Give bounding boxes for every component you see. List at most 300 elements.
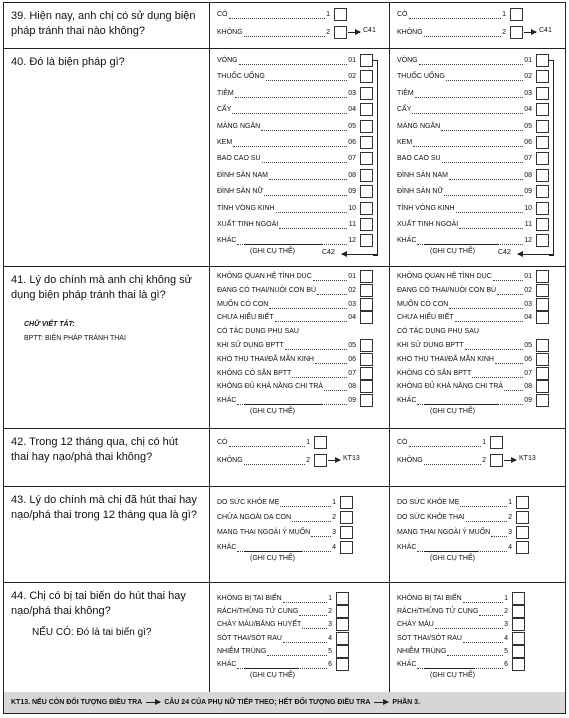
option-label: KHÔNG CÓ SẴN BPTT [217, 369, 292, 377]
option-code: 11 [524, 221, 532, 228]
answer-option [217, 326, 359, 338]
answer-checkbox[interactable] [536, 380, 549, 393]
answer-checkbox[interactable] [536, 70, 549, 83]
leader-dots [441, 130, 523, 131]
option-code: 04 [348, 106, 356, 114]
option-label: KHÁC [217, 544, 237, 551]
option-code: 1 [504, 595, 508, 602]
answer-option [397, 55, 535, 67]
bracket-line [373, 60, 378, 256]
answer-checkbox[interactable] [512, 592, 525, 605]
answer-option [217, 137, 359, 149]
answer-checkbox[interactable] [334, 8, 347, 21]
leader-dots [491, 536, 507, 537]
option-label: KHÔNG BỊ TAI BIẾN [397, 595, 462, 602]
answer-option [397, 542, 515, 554]
option-code: 07 [348, 155, 356, 163]
option-code: 08 [348, 383, 356, 391]
option-code: 08 [524, 383, 532, 391]
answer-checkbox[interactable] [536, 169, 549, 182]
question-text: 43. Lý do chính mà chị đã hút thai hay nạo/phá thai trong 12 tháng qua là gì? [11, 494, 197, 521]
answer-option [397, 354, 535, 366]
leader-dots [229, 18, 325, 19]
specify-label: (GHI CỤ THỂ) [250, 555, 295, 562]
option-label: RÁCH/THỦNG TỬ CUNG [397, 608, 479, 616]
answer-checkbox[interactable] [336, 618, 349, 631]
option-code: 1 [328, 595, 332, 602]
option-label: DO SỨC KHỎE MẸ [217, 499, 280, 506]
leader-dots [465, 349, 523, 350]
answer-option [217, 285, 359, 297]
option-code: 1 [306, 439, 310, 446]
option-code: 4 [328, 634, 332, 642]
answer-checkbox[interactable] [336, 592, 349, 605]
option-label: CHƯA HIỂU BIẾT [397, 314, 454, 322]
leader-dots [232, 113, 347, 114]
answer-column-2 [389, 267, 565, 428]
option-label: ĐÌNH SẢN NAM [397, 171, 448, 179]
leader-dots [267, 655, 327, 656]
answer-option [217, 646, 335, 658]
answer-option [397, 633, 511, 645]
option-label: CHẢY MÁU/BĂNG HUYẾT [217, 621, 302, 629]
option-label: ĐÌNH SẢN NỮ [397, 188, 444, 196]
answer-column-1 [209, 583, 389, 694]
answer-checkbox[interactable] [516, 496, 529, 509]
answer-option [397, 646, 511, 658]
answer-option [217, 312, 359, 324]
option-code: 2 [332, 514, 336, 521]
option-label: MANG THAI NGOÀI Ý MUỐN [397, 529, 491, 536]
answer-option [217, 455, 313, 467]
skip-target: KT13 [343, 455, 360, 462]
option-code: 06 [348, 355, 356, 363]
answer-column-2 [389, 583, 565, 694]
answer-option [397, 9, 509, 21]
leader-dots [324, 390, 347, 391]
leader-dots [472, 377, 523, 378]
answer-option [217, 104, 359, 116]
answer-checkbox[interactable] [536, 202, 549, 215]
answer-checkbox[interactable] [360, 202, 373, 215]
specify-label: (GHI CỤ THỂ) [430, 408, 475, 416]
question-subtext: NẾU CÓ: Đó là tai biến gì? [32, 627, 152, 638]
option-label: CÓ [397, 439, 408, 446]
answer-option [217, 340, 359, 352]
question-40 [4, 49, 565, 267]
answer-column-1 [209, 429, 389, 486]
leader-dots [447, 655, 503, 656]
option-code: 2 [328, 608, 332, 616]
answer-option [397, 497, 515, 509]
question-text: 44. Chị có bị tai biến do hút thai hay nạo/phá thai không? [11, 590, 186, 617]
answer-option [397, 326, 535, 338]
answer-option [217, 271, 359, 283]
option-label: KHÁC [397, 397, 417, 405]
option-label: KHÁC [397, 544, 417, 551]
option-label: KHÁC [397, 237, 417, 245]
specify-line[interactable] [424, 404, 498, 405]
leader-dots [415, 97, 523, 98]
answer-checkbox[interactable] [536, 234, 549, 247]
option-code: 4 [332, 544, 336, 551]
answer-checkbox[interactable] [360, 284, 373, 297]
option-label: MÀNG NGĂN [217, 122, 261, 130]
answer-checkbox[interactable] [360, 70, 373, 83]
answer-checkbox[interactable] [490, 454, 503, 467]
leader-dots [479, 615, 503, 616]
answer-option [217, 619, 335, 631]
option-code: 05 [524, 122, 532, 130]
answer-checkbox[interactable] [536, 136, 549, 149]
answer-column-1 [209, 267, 389, 428]
option-code: 09 [524, 188, 532, 196]
answer-checkbox[interactable] [360, 380, 373, 393]
option-code: 02 [524, 286, 532, 294]
specify-label: (GHI CỤ THỂ) [250, 248, 295, 256]
questionnaire-form [3, 2, 566, 714]
answer-checkbox[interactable] [536, 185, 549, 198]
skip-arrow-icon [518, 254, 553, 255]
option-label: TÍNH VÒNG KINH [217, 204, 275, 212]
leader-dots [235, 97, 347, 98]
specify-line[interactable] [244, 404, 322, 405]
answer-option [397, 219, 535, 231]
leader-dots [317, 294, 347, 295]
skip-arrow-icon [348, 32, 360, 33]
option-code: 1 [326, 11, 330, 18]
option-label: DO SỨC KHỎE THAI [397, 514, 465, 521]
answer-checkbox[interactable] [340, 496, 353, 509]
footer-part-3: PHẦN 3. [392, 699, 421, 706]
answer-checkbox[interactable] [536, 367, 549, 380]
answer-checkbox[interactable] [512, 632, 525, 645]
answer-option [397, 203, 535, 215]
specify-line[interactable] [244, 244, 322, 245]
answer-checkbox[interactable] [340, 511, 353, 524]
answer-checkbox[interactable] [360, 394, 373, 407]
option-code: 07 [524, 155, 532, 163]
specify-line[interactable] [244, 551, 302, 552]
answer-checkbox[interactable] [336, 658, 349, 671]
answer-checkbox[interactable] [336, 605, 349, 618]
option-label: KHI SỬ DỤNG BPTT [397, 342, 464, 349]
option-code: 05 [348, 122, 356, 130]
answer-checkbox[interactable] [536, 394, 549, 407]
option-label: ĐÌNH SẢN NAM [217, 171, 268, 179]
answer-option [217, 9, 333, 21]
option-label: VÒNG [397, 57, 418, 64]
leader-dots [463, 602, 503, 603]
answer-checkbox[interactable] [536, 152, 549, 165]
leader-dots [424, 464, 481, 465]
answer-checkbox[interactable] [360, 54, 373, 67]
option-label: CÓ [217, 439, 228, 446]
answer-checkbox[interactable] [360, 218, 373, 231]
answer-checkbox[interactable] [360, 87, 373, 100]
leader-dots [315, 363, 347, 364]
option-code: 2 [504, 608, 508, 616]
answer-checkbox[interactable] [536, 218, 549, 231]
leader-dots [504, 390, 523, 391]
footer-part-1: KT13. NẾU CÒN ĐỐI TƯỢNG ĐIỀU TRA [11, 699, 143, 706]
answer-checkbox[interactable] [360, 136, 373, 149]
answer-option [217, 354, 359, 366]
leader-dots [261, 130, 347, 131]
answer-checkbox[interactable] [512, 605, 525, 618]
answer-checkbox[interactable] [510, 8, 523, 21]
option-label: KHÔNG [397, 457, 423, 464]
skip-target: C42 [498, 249, 511, 257]
option-code: 5 [328, 647, 332, 655]
arrow-icon [146, 702, 160, 703]
option-label: KHÔNG QUAN HỆ TÌNH DỤC [217, 273, 312, 280]
footer-part-2: CÂU 24 CỦA PHỤ NỮ TIẾP THEO; HẾT ĐỐI TƯỢNG ĐIỀU TRA [164, 699, 371, 706]
option-code: 1 [332, 499, 336, 506]
answer-option [397, 71, 535, 83]
leader-dots [444, 195, 523, 196]
option-label: CHƯA HIỂU BIẾT [217, 314, 274, 322]
option-label: RÁCH/THỦNG TỬ CUNG [217, 608, 299, 616]
answer-checkbox[interactable] [360, 367, 373, 380]
option-label: TÍNH VÒNG KINH [397, 204, 455, 212]
option-code: 06 [348, 139, 356, 146]
leader-dots [311, 536, 331, 537]
leader-dots [299, 615, 327, 616]
answer-checkbox[interactable] [360, 311, 373, 324]
answer-checkbox[interactable] [340, 526, 353, 539]
answer-checkbox[interactable] [314, 436, 327, 449]
answer-checkbox[interactable] [536, 120, 549, 133]
option-label: KHÔNG BỊ TAI BIẾN [217, 595, 282, 602]
leader-dots [244, 464, 305, 465]
answer-checkbox[interactable] [516, 541, 529, 554]
option-label: NHIỄM TRÙNG [397, 647, 447, 655]
option-code: 11 [348, 221, 356, 228]
option-code: 08 [348, 171, 356, 179]
option-code: 07 [524, 369, 532, 377]
option-label: TIÊM [397, 89, 414, 97]
answer-option [217, 633, 335, 645]
skip-arrow-icon [504, 460, 516, 461]
option-label: CÓ TÁC DỤNG PHỤ SAU [397, 328, 479, 336]
answer-option [217, 395, 359, 407]
answer-checkbox[interactable] [512, 658, 525, 671]
answer-checkbox[interactable] [360, 169, 373, 182]
option-code: 5 [504, 647, 508, 655]
option-label: KHÔNG [217, 457, 243, 464]
answer-checkbox[interactable] [536, 54, 549, 67]
skip-arrow-icon [328, 460, 340, 461]
option-code: 04 [348, 314, 356, 322]
answer-checkbox[interactable] [512, 645, 525, 658]
option-code: 02 [524, 73, 532, 81]
option-code: 2 [326, 29, 330, 36]
answer-option [397, 437, 489, 449]
leader-dots [264, 195, 347, 196]
option-code: 3 [328, 621, 332, 629]
question-41 [4, 267, 565, 429]
leader-dots [449, 308, 523, 309]
answer-option [397, 527, 515, 539]
answer-checkbox[interactable] [536, 87, 549, 100]
specify-label: (GHI CỤ THỂ) [430, 555, 475, 562]
answer-checkbox[interactable] [340, 541, 353, 554]
leader-dots [229, 446, 305, 447]
option-label: KHÔNG CÓ SẴN BPTT [397, 369, 472, 377]
option-code: 3 [332, 529, 336, 536]
leader-dots [280, 506, 331, 507]
specify-line[interactable] [424, 551, 478, 552]
answer-option [217, 55, 359, 67]
answer-option [397, 186, 535, 198]
answer-option [397, 512, 515, 524]
answer-option [217, 512, 339, 524]
leader-dots [292, 377, 347, 378]
leader-dots [269, 179, 347, 180]
leader-dots [313, 280, 347, 281]
option-code: 3 [504, 621, 508, 629]
answer-checkbox[interactable] [360, 234, 373, 247]
skip-arrow-icon [342, 254, 377, 255]
answer-option [217, 542, 339, 554]
answer-option [217, 153, 359, 165]
skip-target: KT13 [519, 455, 536, 462]
leader-dots [435, 628, 503, 629]
answer-checkbox[interactable] [510, 26, 523, 39]
option-label: KHÁC [217, 397, 237, 405]
option-label: KHÔNG [397, 29, 423, 36]
answer-option [217, 381, 359, 393]
option-label: CÓ TÁC DỤNG PHỤ SAU [217, 328, 299, 336]
leader-dots [460, 506, 507, 507]
answer-checkbox[interactable] [536, 339, 549, 352]
answer-option [217, 121, 359, 133]
question-42 [4, 429, 565, 487]
option-label: VÒNG [217, 57, 238, 64]
leader-dots [493, 280, 523, 281]
option-code: 2 [508, 514, 512, 521]
option-code: 10 [524, 204, 532, 212]
option-code: 09 [348, 397, 356, 405]
leader-dots [279, 228, 347, 229]
option-label: CẤY [217, 106, 232, 114]
answer-checkbox[interactable] [360, 270, 373, 283]
option-label: KHÁC [217, 237, 237, 245]
option-code: 06 [524, 139, 532, 146]
answer-checkbox[interactable] [536, 284, 549, 297]
answer-option [397, 606, 511, 618]
option-label: THUỐC UỐNG [217, 73, 265, 81]
specify-line[interactable] [424, 668, 474, 669]
option-label: KHÁC [217, 661, 237, 668]
answer-option [217, 606, 335, 618]
leader-dots [424, 36, 501, 37]
option-label: KHÔNG [217, 29, 243, 36]
answer-option [217, 527, 339, 539]
option-label: KHÁC [397, 661, 417, 668]
option-label: ĐÌNH SẢN NỮ [217, 188, 264, 196]
option-label: CÓ [397, 11, 408, 18]
answer-option [217, 203, 359, 215]
answer-option [397, 340, 535, 352]
specify-line[interactable] [244, 668, 298, 669]
option-code: 2 [306, 457, 310, 464]
option-label: KHI SỬ DỤNG BPTT [217, 342, 284, 349]
answer-checkbox[interactable] [536, 270, 549, 283]
answer-checkbox[interactable] [536, 311, 549, 324]
answer-checkbox[interactable] [516, 511, 529, 524]
answer-checkbox[interactable] [360, 103, 373, 116]
answer-option [397, 121, 535, 133]
leader-dots [239, 64, 347, 65]
leader-dots [413, 146, 523, 147]
option-label: TIÊM [217, 89, 234, 97]
answer-checkbox[interactable] [360, 152, 373, 165]
leader-dots [409, 446, 481, 447]
answer-checkbox[interactable] [516, 526, 529, 539]
specify-line[interactable] [424, 244, 498, 245]
answer-option [217, 71, 359, 83]
answer-checkbox[interactable] [360, 353, 373, 366]
answer-checkbox[interactable] [360, 339, 373, 352]
option-code: 02 [348, 73, 356, 81]
option-code: 01 [524, 57, 532, 64]
option-label: CÓ [217, 11, 228, 18]
answer-checkbox[interactable] [536, 103, 549, 116]
answer-checkbox[interactable] [314, 454, 327, 467]
answer-option [217, 186, 359, 198]
answer-option [397, 368, 535, 380]
answer-checkbox[interactable] [360, 185, 373, 198]
option-code: 4 [508, 544, 512, 551]
answer-option [217, 235, 359, 247]
answer-option [397, 381, 535, 393]
option-label: DO SỨC KHỎE MẸ [397, 499, 460, 506]
answer-checkbox[interactable] [336, 632, 349, 645]
option-label: KEM [217, 139, 233, 146]
answer-checkbox[interactable] [336, 645, 349, 658]
answer-checkbox[interactable] [536, 353, 549, 366]
leader-dots [419, 64, 523, 65]
option-code: 1 [508, 499, 512, 506]
option-code: 06 [524, 355, 532, 363]
option-code: 03 [348, 89, 356, 97]
answer-checkbox[interactable] [536, 298, 549, 311]
option-label: XUẤT TINH NGOÀI [397, 221, 459, 228]
skip-arrow-icon [524, 32, 536, 33]
answer-option [397, 27, 509, 39]
answer-checkbox[interactable] [334, 26, 347, 39]
option-label: NHIỄM TRÙNG [217, 647, 267, 655]
answer-option [397, 659, 511, 671]
answer-column-1 [209, 487, 389, 582]
answer-checkbox[interactable] [512, 618, 525, 631]
answer-column-2 [389, 487, 565, 582]
abbreviation-note: BPTT: BIỆN PHÁP TRÁNH THAI [24, 335, 126, 342]
answer-option [397, 137, 535, 149]
option-label: KHÓ THỤ THAI/ĐÃ MÃN KINH [397, 355, 494, 363]
answer-option [397, 104, 535, 116]
answer-checkbox[interactable] [490, 436, 503, 449]
question-43 [4, 487, 565, 583]
answer-option [217, 659, 335, 671]
answer-checkbox[interactable] [360, 298, 373, 311]
option-code: 6 [328, 661, 332, 668]
option-label: CẤY [397, 106, 412, 114]
answer-checkbox[interactable] [360, 120, 373, 133]
skip-instruction-footer [4, 692, 565, 713]
